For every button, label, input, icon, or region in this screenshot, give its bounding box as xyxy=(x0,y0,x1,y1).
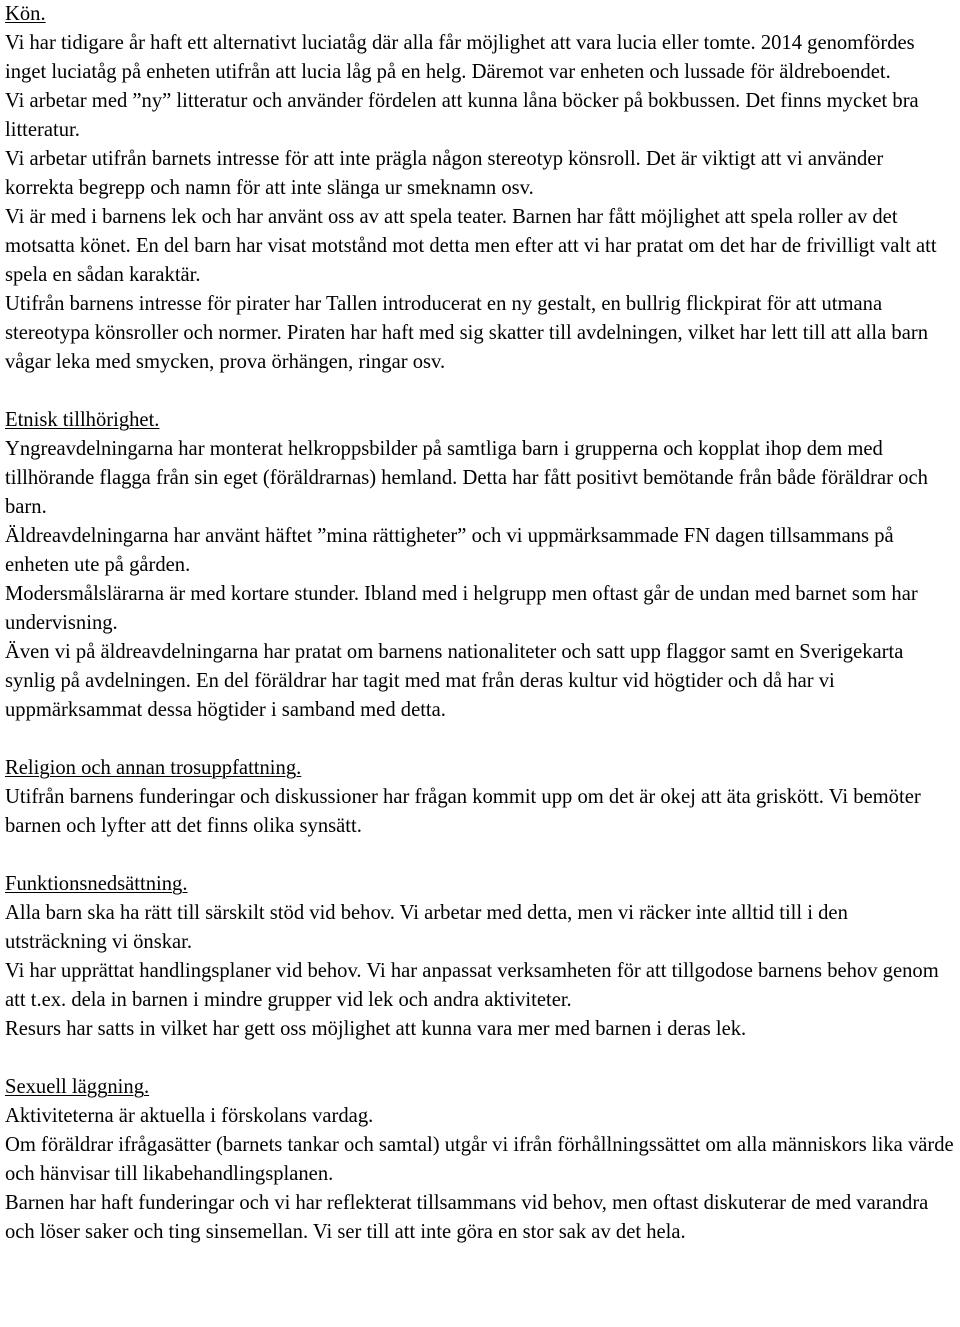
paragraph: Äldreavdelningarna har använt häftet ”mina rättigheter” och vi uppmärksammade FN dagen tillsammans på enheten ute på gården. xyxy=(5,525,894,576)
paragraph: Yngreavdelningarna har monterat helkroppsbilder på samtliga barn i grupperna och kopplat ihop dem med tillhörande flagga från sin eget (föräldrarnas) hemland. Detta har fått positivt bemötande från både föräldrar och barn. xyxy=(5,438,928,518)
section-funktionsnedsattning xyxy=(5,870,954,1044)
section-kon xyxy=(5,0,954,377)
paragraph: Utifrån barnens intresse för pirater har Tallen introducerat en ny gestalt, en bullrig flickpirat för att utmana stereotypa könsroller och normer. Piraten har haft med sig skatter till avdelningen, vilket har lett till att alla barn vågar leka med smycken, prova örhängen, ringar osv. xyxy=(5,293,929,373)
paragraph: Vi har tidigare år haft ett alternativt luciatåg där alla får möjlighet att vara lucia eller tomte. 2014 genomfördes inget luciatåg på enheten utifrån att lucia låg på en helg. Däremot var enheten och lussade för äldreboendet. xyxy=(5,32,915,83)
paragraph: Vi arbetar med ”ny” litteratur och använder fördelen att kunna låna böcker på bokbussen. Det finns mycket bra litteratur. xyxy=(5,90,919,141)
section-religion xyxy=(5,754,954,841)
paragraph: Vi arbetar utifrån barnets intresse för att inte prägla någon stereotyp könsroll. Det är viktigt att vi använder korrekta begrepp och namn för att inte slänga ur smeknamn osv. xyxy=(5,148,884,199)
paragraph: Om föräldrar ifrågasätter (barnets tankar och samtal) utgår vi ifrån förhållningssättet om alla människors lika värde och hänvisar till likabehandlingsplanen. xyxy=(5,1134,954,1185)
section-heading: Funktionsnedsättning. xyxy=(5,873,188,895)
section-etnisk-tillhorighet xyxy=(5,406,954,725)
paragraph: Barnen har haft funderingar och vi har reflekterat tillsammans vid behov, men oftast diskuterar de med varandra och löser saker och ting sinsemellan. Vi ser till att inte göra en stor sak av det hela. xyxy=(5,1192,929,1243)
paragraph: Även vi på äldreavdelningarna har pratat om barnens nationaliteter och satt upp flaggor samt en Sverigekarta synlig på avdelningen. En del föräldrar har tagit med mat från deras kultur vid högtider och då har vi uppmärksammat dessa högtider i samband med detta. xyxy=(5,641,904,721)
paragraph: Alla barn ska ha rätt till särskilt stöd vid behov. Vi arbetar med detta, men vi räcker inte alltid till i den utsträckning vi önskar. xyxy=(5,902,848,953)
section-sexuell-laggning xyxy=(5,1073,954,1247)
paragraph: Modersmålslärarna är med kortare stunder. Ibland med i helgrupp men oftast går de undan med barnet som har undervisning. xyxy=(5,583,918,634)
paragraph: Aktiviteterna är aktuella i förskolans vardag. xyxy=(5,1105,374,1127)
section-heading: Kön. xyxy=(5,3,46,25)
section-heading: Religion och annan trosuppfattning. xyxy=(5,757,302,779)
paragraph: Resurs har satts in vilket har gett oss möjlighet att kunna vara mer med barnen i deras lek. xyxy=(5,1018,747,1040)
section-heading: Etnisk tillhörighet. xyxy=(5,409,160,431)
paragraph: Vi har upprättat handlingsplaner vid behov. Vi har anpassat verksamheten för att tillgodose barnens behov genom att t.ex. dela in barnen i mindre grupper vid lek och andra aktiviteter. xyxy=(5,960,939,1011)
section-heading: Sexuell läggning. xyxy=(5,1076,150,1098)
paragraph: Vi är med i barnens lek och har använt oss av att spela teater. Barnen har fått möjlighet att spela roller av det motsatta könet. En del barn har visat motstånd mot detta men efter att vi har pratat om det har de frivilligt valt att spela en sådan karaktär. xyxy=(5,206,937,286)
paragraph: Utifrån barnens funderingar och diskussioner har frågan kommit upp om det är okej att äta griskött. Vi bemöter barnen och lyfter att det finns olika synsätt. xyxy=(5,786,921,837)
